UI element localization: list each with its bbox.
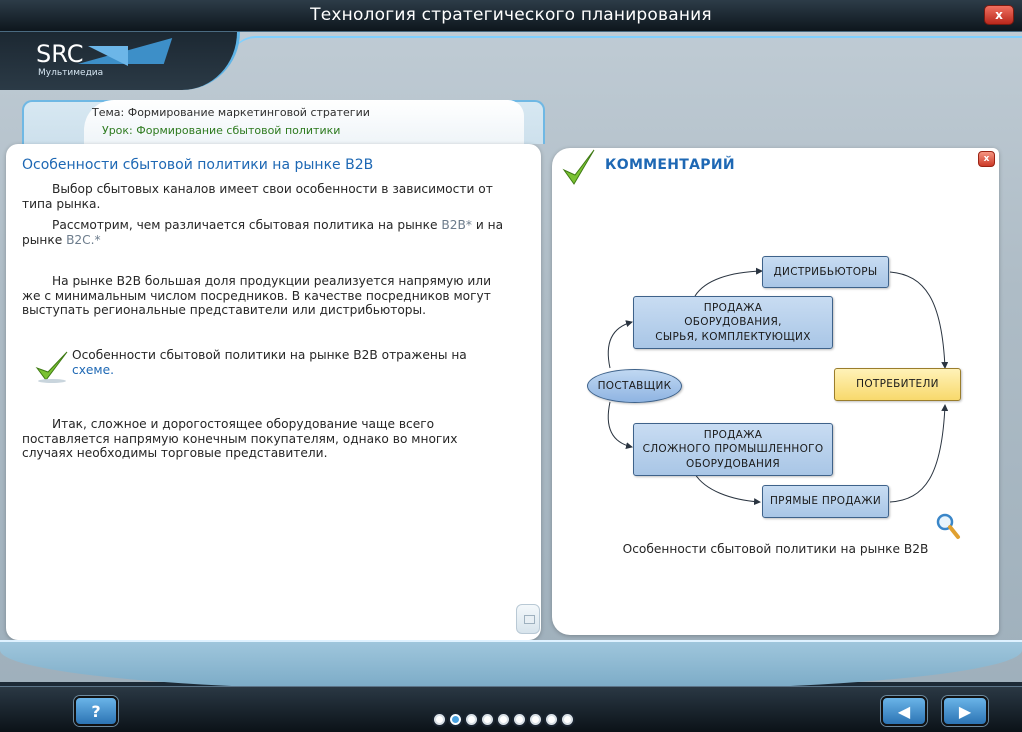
logo-subtitle: Мультимедиа <box>38 68 104 78</box>
page-dot-8[interactable] <box>544 712 559 727</box>
paragraph-conclusion: Итак, сложное и дорогостоящее оборудование чаще всего поставляется напрямую конечным покупателям, однако во многих случаях необходимы торговые представители. <box>22 417 458 460</box>
page-dot-1[interactable] <box>432 712 447 727</box>
close-icon: x <box>995 8 1003 22</box>
paragraph-intro: Выбор сбытовых каналов имеет свои особенности в зависимости от типа рынка. <box>22 182 493 211</box>
comment-title: КОММЕНТАРИЙ <box>605 157 735 173</box>
content-panel <box>6 144 541 640</box>
zoom-icon[interactable] <box>935 512 961 540</box>
close-window-button[interactable] <box>984 5 1014 25</box>
page-dot-5[interactable] <box>496 712 511 727</box>
bottom-decoration <box>0 640 1022 690</box>
paragraph-b2b: На рынке В2В большая доля продукции реализуется напрямую или же с минимальным числом посредников. В качестве посредников могут выступать региональные представители или дистрибьюторы. <box>22 274 491 317</box>
comment-close-button[interactable] <box>978 151 995 167</box>
compare-text-mid: и на рынке <box>22 218 504 247</box>
page-dot-7[interactable] <box>528 712 543 727</box>
page-indicator <box>432 712 575 727</box>
help-button[interactable] <box>74 696 118 726</box>
b2c-term-link[interactable]: В2С.* <box>66 232 101 247</box>
prev-page-button[interactable] <box>881 696 927 726</box>
page-dot-6[interactable] <box>512 712 527 727</box>
b2b-diagram <box>580 250 980 530</box>
b2b-term-link[interactable]: В2В* <box>441 218 472 232</box>
node-sale-equipment: ПРОДАЖА ОБОРУДОВАНИЯ, СЫРЬЯ, КОМПЛЕКТУЮЩИХ <box>633 296 833 349</box>
node-sale-complex: ПРОДАЖА СЛОЖНОГО ПРОМЫШЛЕННОГО ОБОРУДОВАНИЯ <box>633 423 833 476</box>
logo-name: SRC <box>36 40 84 68</box>
page-dot-2[interactable] <box>448 712 463 727</box>
diagram-caption: Особенности сбытовой политики на рынке В2В <box>622 542 929 556</box>
close-icon: x <box>983 154 990 164</box>
scheme-link[interactable]: схеме. <box>72 362 114 377</box>
scheme-note <box>72 348 512 377</box>
checkmark-icon <box>34 350 70 384</box>
help-icon: ? <box>91 701 101 721</box>
arrow-right-icon: ▶ <box>958 701 972 721</box>
panel-toggle-button[interactable] <box>516 604 540 634</box>
window-title: Технология стратегического планирования <box>310 5 712 25</box>
node-supplier: ПОСТАВЩИК <box>587 369 682 403</box>
node-consumers: ПОТРЕБИТЕЛИ <box>834 368 961 401</box>
page-dot-9[interactable] <box>560 712 575 727</box>
next-page-button[interactable] <box>942 696 988 726</box>
title-bar <box>0 0 1022 32</box>
scheme-note-text: Особенности сбытовой политики на рынке В2В отражены на <box>72 348 467 362</box>
page-title: Особенности сбытовой политики на рынке В2В <box>22 157 374 173</box>
compare-text-start: Рассмотрим, чем различается сбытовая политика на рынке <box>52 218 442 232</box>
page-dot-3[interactable] <box>464 712 479 727</box>
page-dot-4[interactable] <box>480 712 495 727</box>
breadcrumb-lesson: Урок: Формирование сбытовой политики <box>102 124 341 137</box>
logo-wing-accent-icon <box>88 46 128 66</box>
breadcrumb-topic: Тема: Формирование маркетинговой стратегии <box>92 106 370 119</box>
arrow-left-icon: ◀ <box>897 701 911 721</box>
comment-checkmark-icon <box>562 148 596 188</box>
node-direct-sales: ПРЯМЫЕ ПРОДАЖИ <box>762 485 889 518</box>
node-distributors: ДИСТРИБЬЮТОРЫ <box>762 256 889 288</box>
logo <box>0 32 240 90</box>
paragraph-compare <box>22 218 512 247</box>
decorative-swoosh <box>230 36 1022 62</box>
